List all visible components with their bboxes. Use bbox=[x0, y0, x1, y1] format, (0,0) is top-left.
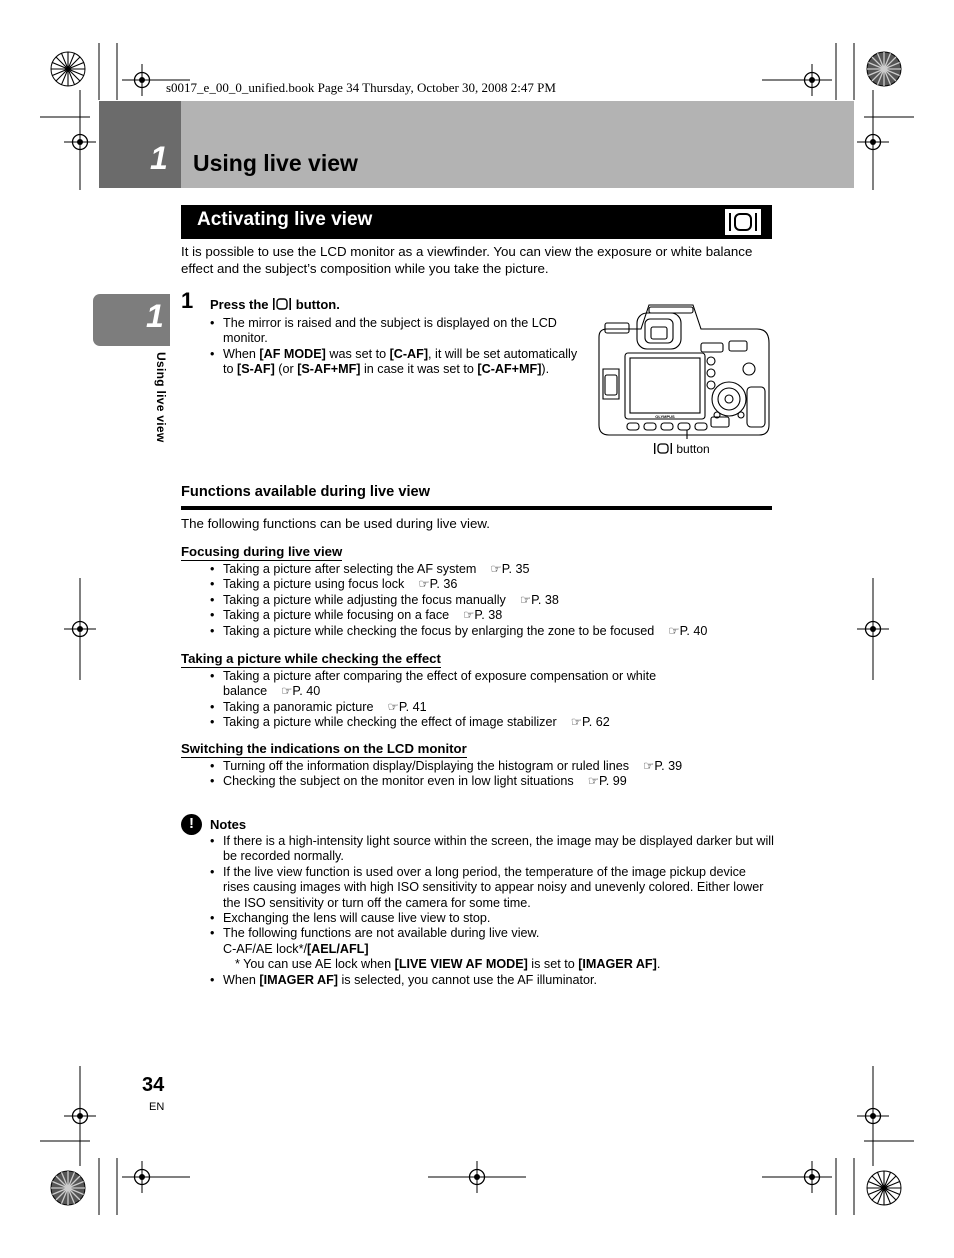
chapter-title: Using live view bbox=[193, 150, 358, 176]
step-bullets bbox=[210, 316, 590, 378]
step-title-post: button. bbox=[295, 297, 340, 312]
page-language: EN bbox=[149, 1101, 165, 1113]
live-view-button-icon bbox=[272, 297, 292, 311]
live-view-icon bbox=[724, 208, 762, 236]
group-heading-switching: Switching the indications on the LCD monitor bbox=[181, 741, 467, 756]
page-ref: ☞P. 35 bbox=[490, 562, 530, 576]
ref-icon: ☞ bbox=[387, 699, 399, 714]
list-item: • Taking a picture using focus lock ☞P. 36 bbox=[210, 577, 770, 592]
step-title bbox=[210, 297, 340, 312]
switching-list bbox=[210, 759, 770, 790]
ref-icon: ☞ bbox=[463, 608, 475, 623]
functions-title: Functions available during live view bbox=[181, 484, 430, 500]
side-tab-number: 1 bbox=[146, 298, 164, 334]
page-ref: ☞P. 40 bbox=[281, 684, 321, 699]
side-tab-label-wrap bbox=[148, 352, 178, 472]
camera-caption-text: button bbox=[676, 442, 710, 456]
camera-caption bbox=[653, 442, 710, 456]
notes-label: Notes bbox=[210, 817, 247, 832]
ref-icon: ☞ bbox=[570, 715, 582, 730]
intro-paragraph: It is possible to use the LCD monitor as a viewfinder. You can view the exposure or white balance effect and the subject’s composition while you take the picture. bbox=[181, 244, 753, 276]
list-item: • Taking a picture after comparing the effect of exposure compensation or white balance ☞P. 40 bbox=[210, 669, 690, 700]
list-item: • Taking a panoramic picture ☞P. 41 bbox=[210, 700, 690, 715]
page-number: 34 bbox=[142, 1074, 165, 1096]
step-title-pre: Press the bbox=[210, 297, 269, 312]
list-item: • When [IMAGER AF] is selected, you cannot use the AF illuminator. bbox=[210, 973, 775, 988]
notes-list bbox=[210, 834, 775, 988]
list-item: • The following functions are not available during live view. C-AF/AE lock*/[AEL/AFL] * You can use AE lock when [LIVE VIEW AF MODE] is set to [IMAGER AF]. bbox=[210, 926, 775, 972]
step-number: 1 bbox=[181, 288, 194, 313]
page-ref: ☞P. 38 bbox=[463, 608, 503, 623]
chapter-number: 1 bbox=[150, 140, 168, 176]
live-view-button-icon bbox=[653, 442, 673, 455]
notes-warning-icon: ! bbox=[181, 814, 202, 835]
list-item: • Taking a picture while adjusting the focus manually ☞P. 38 bbox=[210, 593, 770, 608]
ref-icon: ☞ bbox=[281, 684, 293, 699]
ref-icon: ☞ bbox=[587, 774, 600, 789]
section-title: Activating live view bbox=[197, 209, 373, 230]
page-ref: ☞P. 41 bbox=[387, 699, 427, 714]
focusing-list bbox=[210, 562, 770, 639]
list-item: • Taking a picture while checking the focus by enlarging the zone to be focused ☞P. 40 bbox=[210, 624, 770, 639]
list-item: • Turning off the information display/Displaying the histogram or ruled lines ☞P. 39 bbox=[210, 759, 770, 774]
group-heading-focusing: Focusing during live view bbox=[181, 544, 343, 559]
page-ref: ☞P. 99 bbox=[587, 774, 627, 789]
page-ref: ☞P. 36 bbox=[418, 577, 458, 592]
chapter-number-box bbox=[99, 101, 181, 188]
group-heading-effect: Taking a picture while checking the effect bbox=[181, 651, 441, 666]
side-tab-label: Using live view bbox=[154, 352, 168, 443]
page-ref: ☞P. 38 bbox=[519, 592, 559, 607]
ref-icon: ☞ bbox=[519, 592, 532, 607]
ref-icon: ☞ bbox=[418, 577, 430, 592]
list-item: • Checking the subject on the monitor even in low light situations ☞P. 99 bbox=[210, 774, 770, 789]
page-ref: ☞P. 62 bbox=[570, 715, 610, 730]
ref-icon: ☞ bbox=[668, 623, 680, 638]
footnote: * You can use AE lock when [LIVE VIEW AF MODE] is set to [IMAGER AF]. bbox=[235, 957, 661, 972]
list-item: • When [AF MODE] was set to [C-AF], it will be set automatically to [S-AF] (or [S-AF+MF] in case it was set to [C-AF+MF]). bbox=[210, 347, 590, 378]
camera-back-illustration bbox=[597, 299, 771, 439]
functions-intro: The following functions can be used during live view. bbox=[181, 516, 490, 531]
ref-icon: ☞ bbox=[490, 562, 502, 576]
list-item: • Exchanging the lens will cause live view to stop. bbox=[210, 911, 775, 926]
list-item: • Taking a picture while checking the effect of image stabilizer ☞P. 62 bbox=[210, 715, 690, 730]
print-header: s0017_e_00_0_unified.book Page 34 Thursday, October 30, 2008 2:47 PM bbox=[166, 80, 556, 95]
page-ref: ☞P. 39 bbox=[643, 759, 683, 773]
list-item: • If there is a high-intensity light source within the screen, the image may be displayed darker but will be recorded normally. bbox=[210, 834, 775, 865]
list-item: • Taking a picture while focusing on a face ☞P. 38 bbox=[210, 608, 770, 623]
list-item: • If the live view function is used over a long period, the temperature of the image pickup device rises causing images with high ISO sensitivity to appear noisy and unevenly colored. Either lower the ISO sensitivity or turn off the camera for some time. bbox=[210, 865, 775, 911]
effect-list bbox=[210, 669, 690, 731]
page-ref: ☞P. 40 bbox=[668, 623, 708, 638]
list-item: • Taking a picture after selecting the AF system ☞P. 35 bbox=[210, 562, 770, 577]
ref-icon: ☞ bbox=[643, 759, 655, 773]
functions-rule bbox=[181, 506, 772, 510]
camera-brand: OLYMPUS bbox=[655, 414, 675, 419]
list-item: • The mirror is raised and the subject is displayed on the LCD monitor. bbox=[210, 316, 590, 347]
